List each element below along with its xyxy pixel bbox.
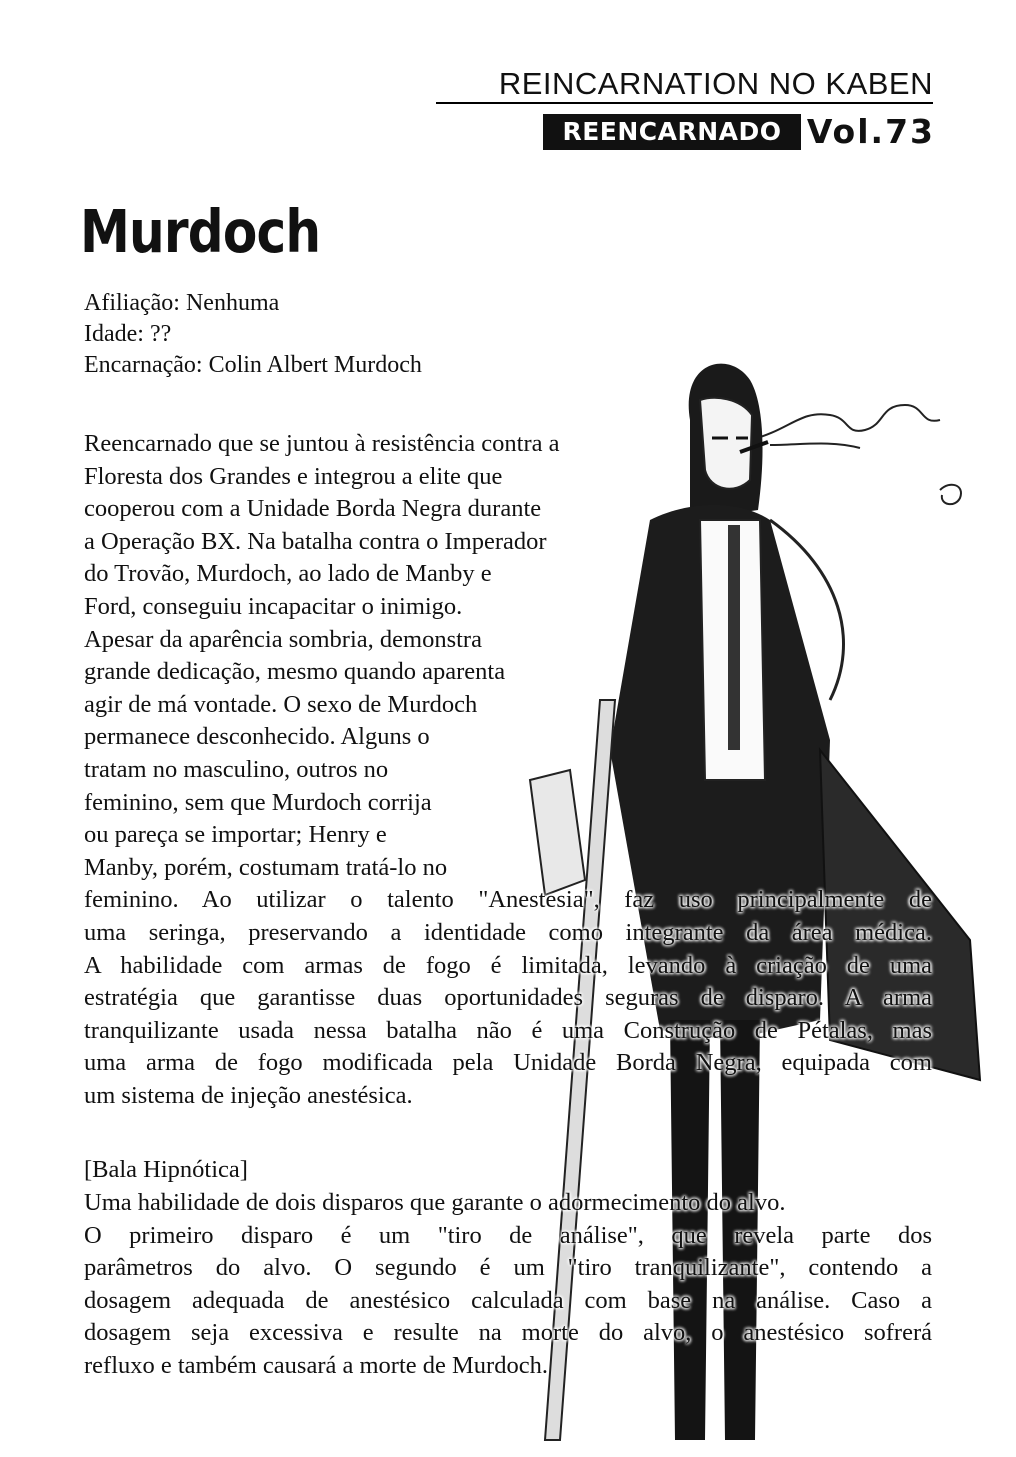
description-line: Ford, conseguiu incapacitar o inimigo. [84,592,463,620]
info-age: Idade: ?? [84,321,172,347]
description [84,428,932,1112]
description-line: permanece desconhecido. Alguns o [84,723,430,751]
info-affiliation: Afiliação: Nenhuma [84,290,280,316]
description-line: uma seringa, preservando a identidade como integrante da área médica. [84,918,932,946]
character-info [84,288,422,381]
description-line: ou pareça se importar; Henry e [84,821,387,849]
description-line: feminino. Ao utilizar o talento "Anestesia", faz uso principalmente de [84,886,932,914]
character-name: Murdoch [80,197,321,266]
description-line: tranquilizante usada nessa batalha não é uma Construção de Pétalas, mas [84,1016,932,1044]
description-line: A habilidade com armas de fogo é limitada, levando à criação de uma [84,951,932,979]
skill-line: O primeiro disparo é um "tiro de análise", que revela parte dos [84,1221,932,1249]
volume-header [543,112,935,152]
description-line: Manby, porém, costumam tratá-lo no [84,853,448,881]
subtitle-box: REENCARNADO [543,114,801,150]
skill-section [84,1153,932,1383]
description-line: Reencarnado que se juntou à resistência contra a [84,430,560,457]
description-line: estratégia que garantisse duas oportunidades seguras de disparo. A arma [84,984,932,1012]
description-line: tratam no masculino, outros no [84,755,389,783]
skill-line: refluxo e também causará a morte de Murdoch. [84,1351,548,1379]
skill-line: parâmetros do alvo. O segundo é um "tiro tranquilizante", contendo a [84,1254,932,1282]
description-line: Apesar da aparência sombria, demonstra [84,625,482,653]
series-title: REINCARNATION NO KABEN [436,66,933,104]
description-line: Floresta dos Grandes e integrou a elite que [84,462,503,490]
skill-line: Uma habilidade de dois disparos que garante o adormecimento do alvo. [84,1189,786,1216]
description-line: feminino, sem que Murdoch corrija [84,788,432,816]
info-incarnation: Encarnação: Colin Albert Murdoch [84,352,422,378]
description-line: do Trovão, Murdoch, ao lado de Manby e [84,560,492,588]
description-line: um sistema de injeção anestésica. [84,1081,413,1109]
skill-line: dosagem seja excessiva e resulte na morte do alvo, o anestésico sofrerá [84,1319,932,1347]
skill-line: dosagem adequada de anestésico calculada com base na análise. Caso a [84,1286,932,1314]
description-line: cooperou com a Unidade Borda Negra durante [84,495,542,523]
skill-title: [Bala Hipnótica] [84,1156,248,1183]
description-line: a Operação BX. Na batalha contra o Imperador [84,527,547,555]
description-line: grande dedicação, mesmo quando aparenta [84,658,506,686]
description-line: uma arma de fogo modificada pela Unidade Borda Negra, equipada com [84,1049,932,1077]
description-line: agir de má vontade. O sexo de Murdoch [84,690,478,718]
volume-number: Vol.73 [806,112,935,151]
